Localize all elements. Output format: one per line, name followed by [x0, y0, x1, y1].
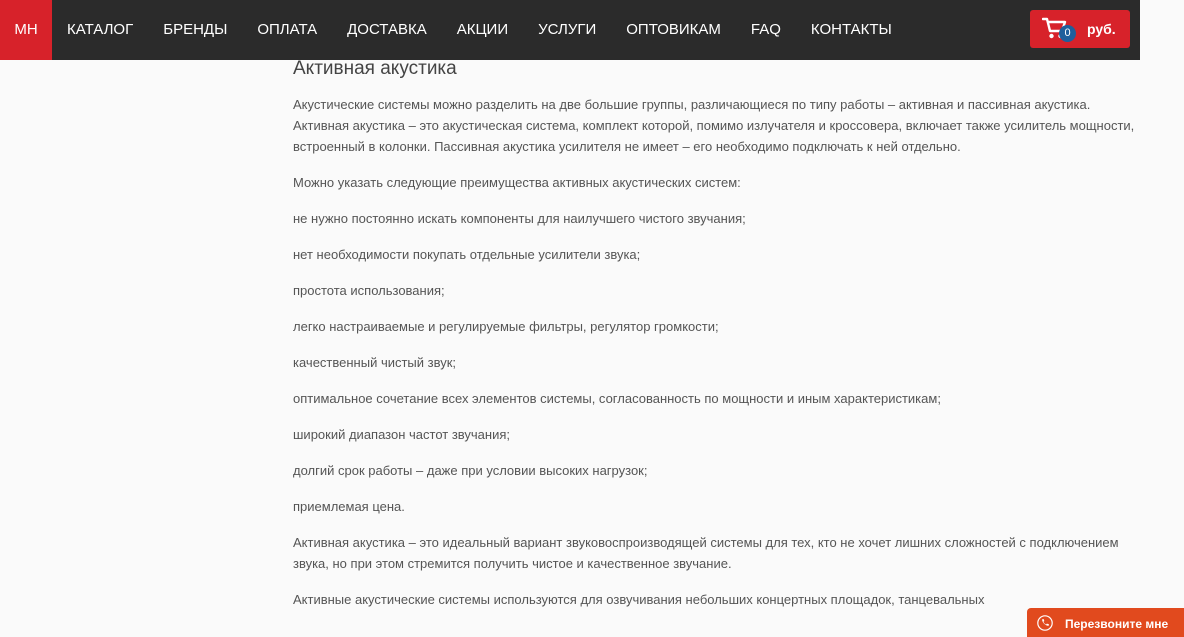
nav-item-payment[interactable]: ОПЛАТА	[257, 21, 318, 38]
advantage-item: широкий диапазон частот звучания;	[293, 427, 511, 442]
advantage-item: приемлемая цена.	[293, 499, 405, 514]
nav-item-services[interactable]: УСЛУГИ	[538, 21, 597, 38]
main-menu	[52, 0, 907, 60]
article-paragraph: Можно указать следующие преимущества активных акустических систем:	[293, 175, 741, 190]
advantage-item: оптимальное сочетание всех элементов системы, согласованность по мощности и иным характеристикам;	[293, 391, 941, 406]
advantage-item: нет необходимости покупать отдельные усилители звука;	[293, 247, 641, 262]
nav-item-faq[interactable]: FAQ	[750, 21, 781, 38]
article-paragraph: Акустические системы можно разделить на две большие группы, различающиеся по типу работы – активная и пассивная акустика. Активная акустика – это акустическая система, комплект которой, помимо излучателя и кроссовера, включает также усилитель мощности, встроенный в колонки. Пассивная акустика усилителя не имеет – его необходимо подключать к ней отдельно.	[293, 97, 1135, 154]
cart-total-currency: руб.	[1087, 21, 1116, 37]
article-content	[293, 58, 1143, 625]
article-paragraph: Активные акустические системы используются для озвучивания небольших концертных площадок, танцевальных	[293, 592, 985, 607]
advantage-item: долгий срок работы – даже при условии высоких нагрузок;	[293, 463, 648, 478]
advantage-item: не нужно постоянно искать компоненты для наилучшего чистого звучания;	[293, 211, 746, 226]
cart-button[interactable]	[1030, 10, 1130, 48]
article-title: Активная акустика	[293, 58, 457, 79]
nav-item-delivery[interactable]: ДОСТАВКА	[347, 21, 427, 38]
callback-label: Перезвоните мне	[1065, 617, 1169, 631]
advantage-item: легко настраиваемые и регулируемые фильтры, регулятор громкости;	[293, 319, 719, 334]
nav-item-brands[interactable]: БРЕНДЫ	[163, 21, 228, 38]
cart-count-badge: 0	[1059, 25, 1076, 42]
top-navigation-bar	[0, 0, 1140, 60]
nav-item-contacts[interactable]: КОНТАКТЫ	[810, 21, 892, 38]
nav-item-catalog[interactable]: КАТАЛОГ	[67, 21, 134, 38]
article-paragraph: Активная акустика – это идеальный вариант звуковоспроизводящей системы для тех, кто не хочет лишних сложностей с подключением звука, но при этом стремится получить чистое и качественное звучание.	[293, 535, 1119, 571]
callback-button[interactable]	[1027, 608, 1184, 637]
phone-icon	[1037, 615, 1053, 631]
nav-item-wholesale[interactable]: ОПТОВИКАМ	[626, 21, 721, 38]
advantage-item: простота использования;	[293, 283, 445, 298]
advantage-item: качественный чистый звук;	[293, 355, 457, 370]
site-logo[interactable]: МН	[0, 0, 52, 60]
nav-item-promotions[interactable]: АКЦИИ	[456, 21, 509, 38]
